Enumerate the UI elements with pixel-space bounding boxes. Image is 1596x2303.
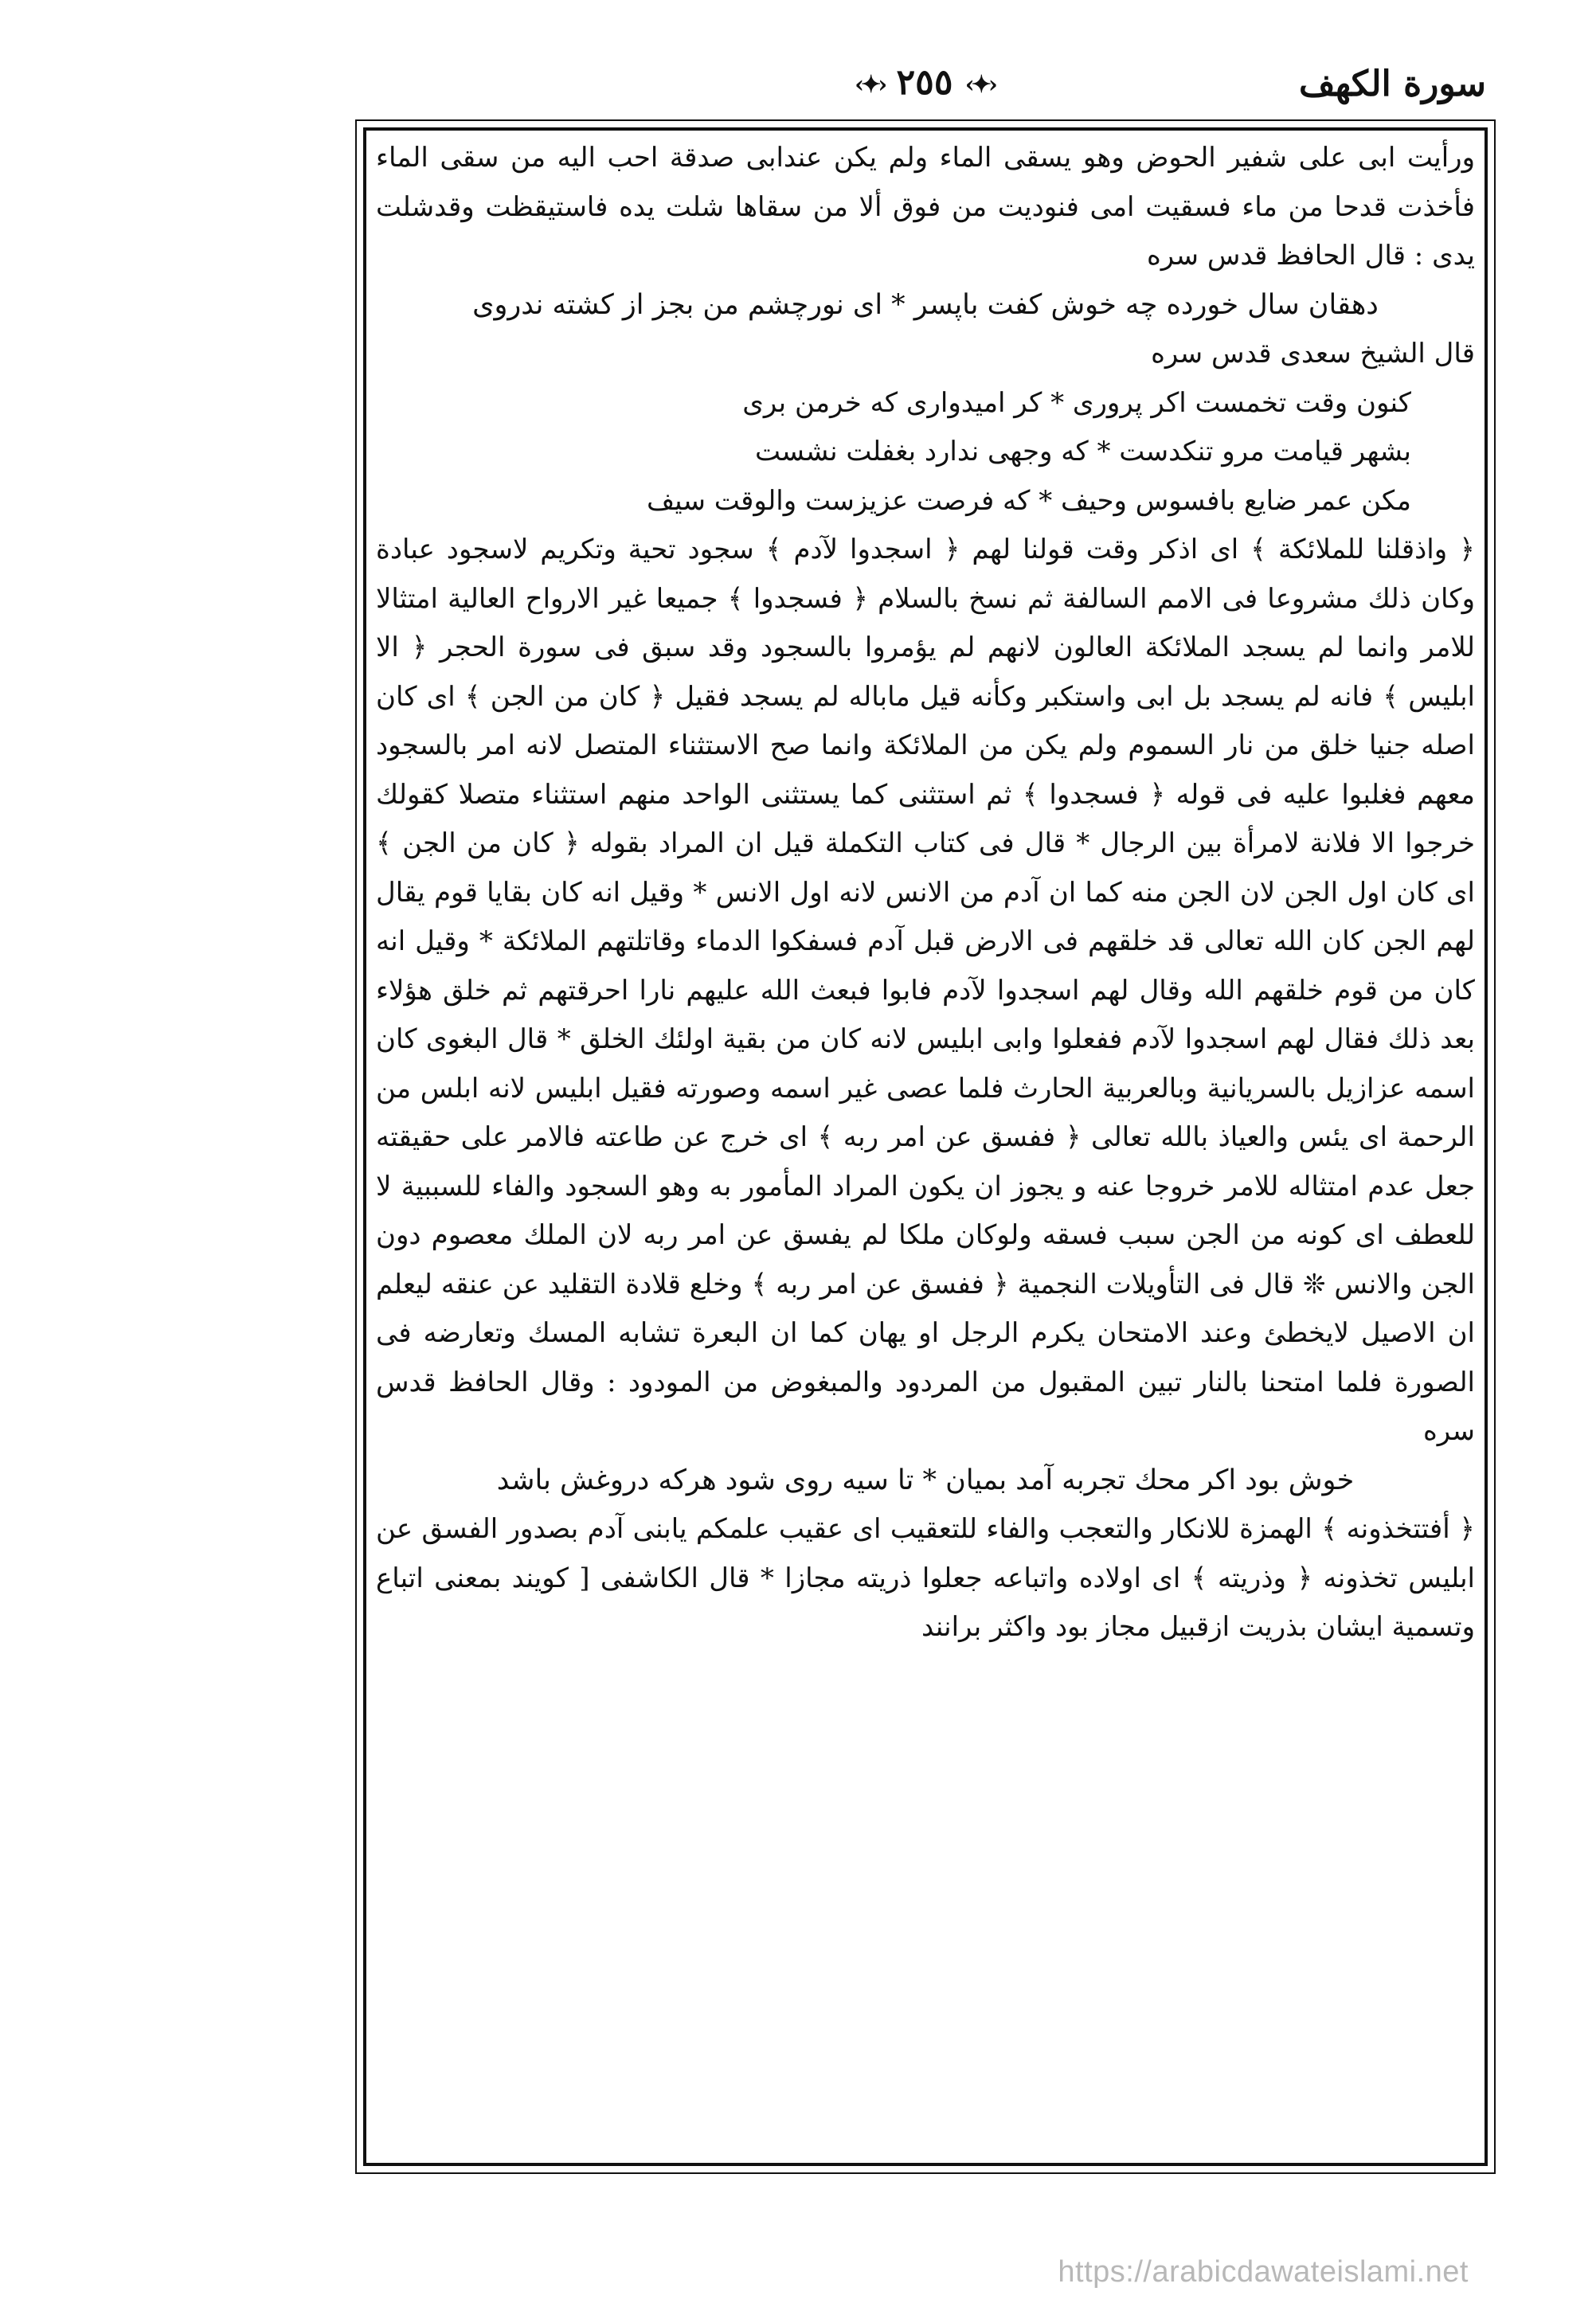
watermark-url: https://arabicdawateislami.net bbox=[1058, 2255, 1469, 2289]
poem-verse-2c: مكن عمر ضايع بافسوس وحيف * كه فرصت عزيزست والوقت سيف bbox=[646, 484, 1411, 517]
paragraph-2: قال الشيخ سعدى قدس سره bbox=[1151, 338, 1475, 369]
page-number: ٢٥٥ bbox=[896, 62, 953, 103]
page-header bbox=[363, 54, 1486, 110]
surah-title: سورة الكهف bbox=[1299, 64, 1486, 104]
page-body bbox=[376, 134, 1475, 2156]
page-number-group bbox=[855, 62, 995, 103]
paragraph-3: ﴿ واذقلنا للملائكة ﴾ اى اذكر وقت قولنا لهم ﴿ اسجدوا لآدم ﴾ سجود تحية وتكريم لاسجود عبادة وكان ذلك مشروعا فى الامم السالفة ثم نسخ بالسلام ﴿ فسجدوا ﴾ جميعا غير الارواح العالية امتثالا للامر وانما لم يسجد الملائكة العالون لانهم لم يؤمروا بالسجود وقد سبق فى سورة الحجر ﴿ الا ابليس ﴾ فانه لم يسجد بل ابى واستكبر وكأنه قيل ماباله لم يسجد فقيل ﴿ كان من الجن ﴾ اى كان اصله جنيا خلق من نار السموم ولم يكن من الملائكة وانما صح الاستثناء المتصل لانه امر بالسجود معهم فغلبوا عليه فى قوله ﴿ فسجدوا ﴾ ثم استثنى كما يستثنى الواحد منهم استثناء متصلا كقولك خرجوا الا فلانة لامرأة بين الرجال * قال فى كتاب التكملة قيل ان المراد بقوله ﴿ كان من الجن ﴾ اى كان اول الجن لان الجن منه كما ان آدم من الانس لانه اول الانس * وقيل انه كان بقايا قوم يقال لهم الجن كان الله تعالى قد خلقهم فى الارض قبل آدم فسفكوا الدماء وقاتلتهم الملائكة * وقيل انه كان من قوم خلقهم الله وقال لهم اسجدوا لآدم فابوا فبعث الله عليهم نارا احرقتهم ثم خلق هؤلاء بعد ذلك فقال لهم اسجدوا لآدم ففعلوا وابى ابليس لانه كان من بقية اولئك الخلق * قال البغوى كان اسمه عزازيل بالسريانية وبالعربية الحارث فلما عصى غير اسمه وصورته فقيل ابليس لانه ابلس من الرحمة اى يئس والعياذ بالله تعالى ﴿ ففسق عن امر ربه ﴾ اى خرج عن طاعته فالامر على حقيقته جعل عدم امتثاله للامر خروجا عنه و يجوز ان يكون المراد المأمور به وهو السجود والفاء للسببية لا للعطف اى كونه من الجن سبب فسقه ولوكان ملكا لم يفسق عن امر ربه لان الملك معصوم دون الجن والانس ❊ قال فى التأويلات النجمية ﴿ ففسق عن امر ربه ﴾ وخلع قلادة التقليد عن عنقه ليعلم ان الاصيل لايخطئ وعند الامتحان يكرم الرجل او يهان كما ان البعرة تشابه المسك وتعارضه فى الصورة فلما امتحنا بالنار تبين المقبول من المردود والمبغوض من المودود : وقال الحافظ قدس سره bbox=[376, 534, 1475, 1447]
paragraph-1: ورأيت ابى على شفير الحوض وهو يسقى الماء ولم يكن عندابى صدقة احب اليه من سقى الماء فأخذت قدحا من ماء فسقيت امى فنوديت من فوق ألا من سقاها شلت يده فاستيقظت وقدشلت يدى : قال الحافظ قدس سره bbox=[376, 142, 1475, 272]
right-ornament-icon: ‹✦› bbox=[964, 71, 995, 99]
poem-verse-2a: كنون وقت تخمست اكر پرورى * كر اميدوارى كه خرمن برى bbox=[742, 386, 1411, 419]
paragraph-4: ﴿ أفتتخذونه ﴾ الهمزة للانكار والتعجب والفاء للتعقيب اى عقيب علمكم يابنى آدم بصدور الفسق عن ابليس تخذونه ﴿ وذريته ﴾ اى اولاده واتباعه جعلوا ذريته مجازا * قال الكاشفى [ كويند بمعنى اتباع وتسمية ايشان بذريت ازقبيل مجاز بود واكثر برانند bbox=[376, 1513, 1475, 1643]
poem-verse-2b: بشهر قيامت مرو تنكدست * كه وجهى ندارد بغفلت نشست bbox=[755, 436, 1411, 467]
poem-verse-1: دهقان سال خورده چه خوش كفت باپسر * اى نورچشم من بجز از كشته ندروى bbox=[472, 288, 1379, 321]
left-ornament-icon: ‹✦› bbox=[855, 71, 885, 99]
poem-verse-3: خوش بود اكر محك تجربه آمد بميان * تا سيه روى شود هركه دروغش باشد bbox=[496, 1464, 1355, 1496]
